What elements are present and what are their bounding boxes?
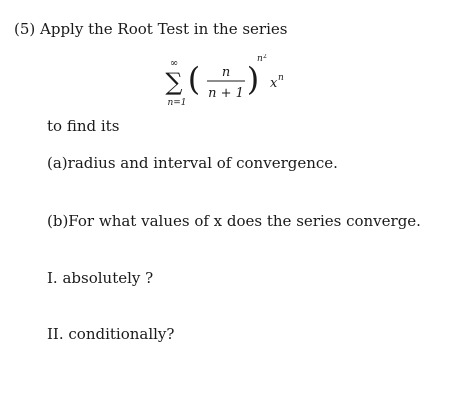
part-b: (b)For what values of x does the series converge.	[47, 212, 421, 230]
outer-exponent-power: 2	[263, 54, 267, 60]
part-a: (a)radius and interval of convergence.	[47, 154, 338, 172]
outer-exponent: n	[257, 54, 263, 64]
problem-heading: (5) Apply the Root Test in the series	[14, 20, 288, 38]
right-paren: )	[246, 60, 260, 98]
left-paren: (	[187, 60, 201, 98]
lower-limit: n=1	[167, 98, 187, 108]
fraction-numerator: n	[221, 65, 231, 80]
part-i: I. absolutely ?	[47, 269, 154, 287]
part-ii: II. conditionally?	[47, 325, 175, 343]
upper-limit: ∞	[169, 58, 179, 69]
power-base: x	[270, 76, 278, 91]
fraction-denominator: n + 1	[208, 86, 244, 101]
intro-text: to find its	[47, 117, 120, 135]
power-exponent: n	[278, 73, 284, 83]
series-formula	[160, 54, 300, 110]
sum-symbol: ∑	[165, 68, 183, 96]
